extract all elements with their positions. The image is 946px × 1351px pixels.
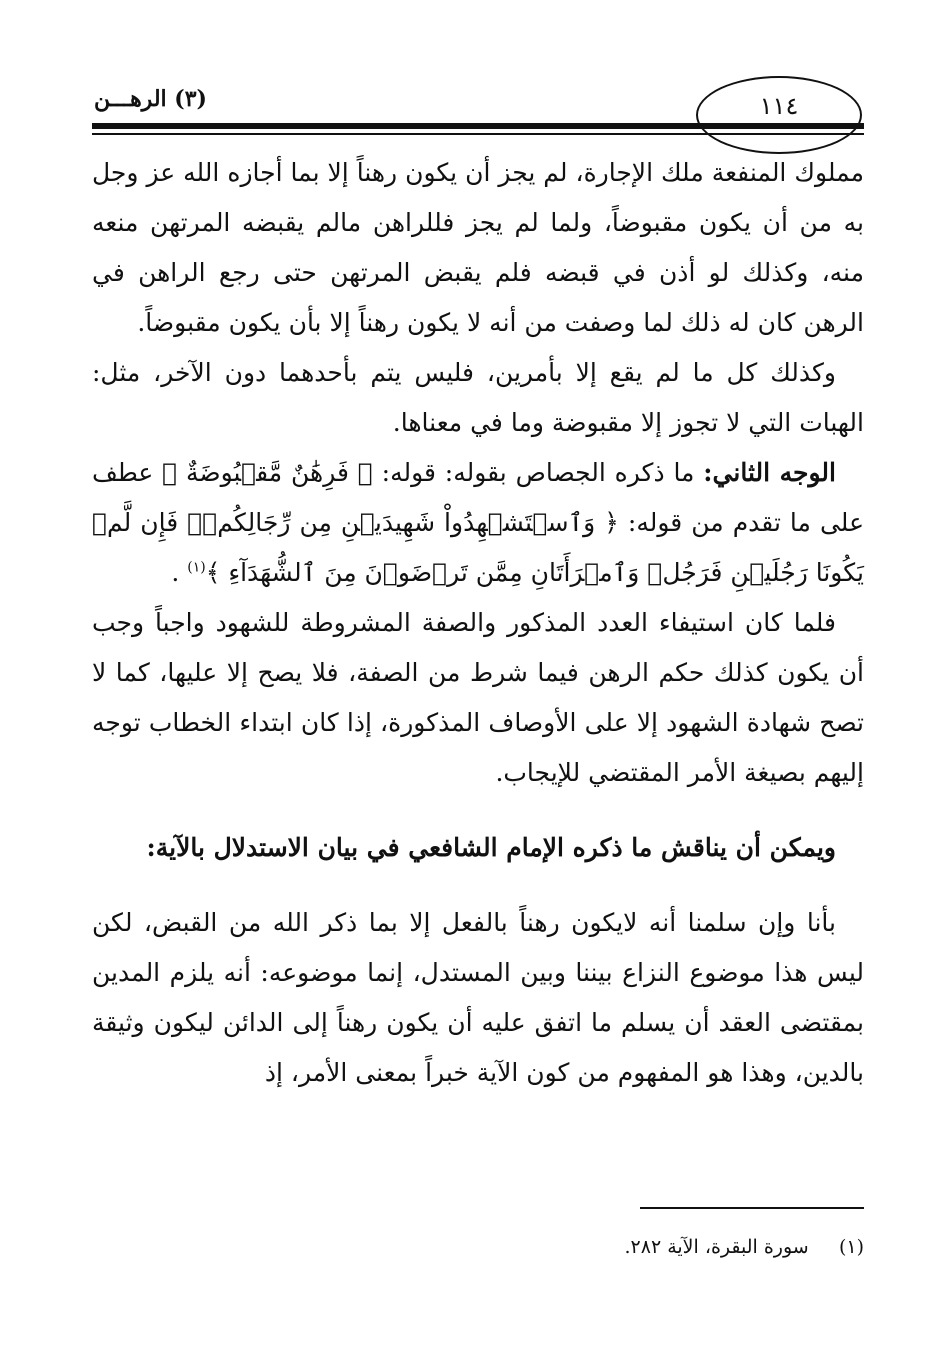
quran-quote-1: ﴿ فَرِهَٰنٌ مَّقۡبُوضَةٌ ﴾ (162, 458, 373, 487)
section-heading: ويمكن أن يناقش ما ذكره الإمام الشافعي في بيان الاستدلال بالآية: (146, 833, 836, 862)
footnote-text: سورة البقرة، الآية ٢٨٢. (624, 1236, 809, 1258)
footnote-number: (١) (838, 1236, 864, 1258)
paragraph-2: وكذلك كل ما لم يقع إلا بأمرين، فليس يتم بأحدهما دون الآخر، مثل: الهبات التي لا تجوز إلا مقبوضة وما في معناها. (92, 358, 864, 437)
quran-quote-2: ﴿ وَٱسۡتَشۡهِدُواْ شَهِيدَيۡنِ مِن رِّجَالِكُمۡۖ فَإِن لَّمۡ يَكُونَا رَجُلَيۡنِ فَرَجُلٞ وَٱمۡرَأَتَانِ مِمَّن تَرۡضَوۡنَ مِنَ ٱلشُّهَدَآءِ ﴾ (92, 508, 864, 587)
paragraph-3-text-1: ما ذكره الجصاص بقوله: قوله: (372, 458, 704, 487)
body-text (92, 148, 864, 1098)
paragraph-4: فلما كان استيفاء العدد المذكور والصفة المشروطة للشهود واجباً وجب أن يكون كذلك حكم الرهن فيما شرط من الصفة، فلا يصح إلا عليها، كما لا تصح شهادة الشهود إلا على الأوصاف المذكورة، إذا كان ابتداء الخطاب توجه إليهم بصيغة الأمر المقتضي للإيجاب. (92, 608, 864, 787)
paragraph-3-end: . (171, 558, 188, 587)
header-rule-thick (92, 123, 864, 129)
paragraph-3-text-2: عطف على ما تقدم من قوله: (92, 458, 864, 537)
footnote-1 (92, 1232, 864, 1262)
running-header-title: (٣) الرهـــن (94, 86, 207, 112)
page-number: ١١٤ (759, 92, 799, 120)
page-number-oval (696, 76, 862, 154)
paragraph-3-lead: الوجه الثاني: (703, 458, 836, 487)
header-rule-thin (92, 133, 864, 135)
footnote-reference: (١) (187, 559, 206, 576)
paragraph-3 (92, 448, 864, 598)
paragraph-5: بأنا وإن سلمنا أنه لايكون رهناً بالفعل إلا بما ذكر الله من القبض، لكن ليس هذا موضوع النزاع بيننا وبين المستدل، إنما موضوعه: أنه يلزم المدين بمقتضى العقد أن يسلم ما اتفق عليه أن يكون رهناً إلى الدائن ليكون وثيقة بالدين، وهذا هو المفهوم من كون الآية خبراً بمعنى الأمر، إذ (92, 908, 864, 1087)
footnote-separator (640, 1207, 864, 1209)
paragraph-1: مملوك المنفعة ملك الإجارة، لم يجز أن يكون رهناً إلا بما أجازه الله عز وجل به من أن يكون مقبوضاً، ولما لم يجز فللراهن مالم يقبضه المرتهن منعه منه، وكذلك لو أذن في قبضه فلم يقبض المرتهن حتى رجع الراهن في الرهن كان له ذلك لما وصفت من أنه لا يكون رهناً إلا بأن يكون مقبوضاً. (92, 158, 864, 337)
